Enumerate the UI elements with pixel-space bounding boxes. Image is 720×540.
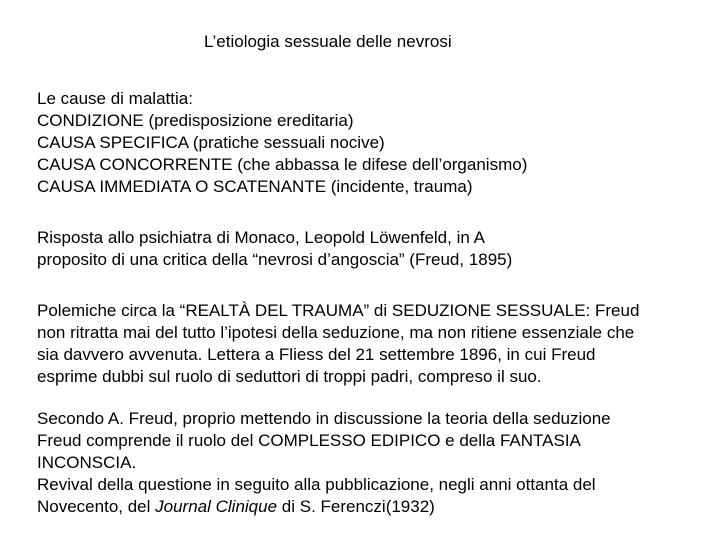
polemics-line: esprime dubbi sul ruolo di seduttori di troppi padri, compreso il suo. [37, 367, 542, 386]
anna-freud-line: Secondo A. Freud, proprio mettendo in discussione la teoria della seduzione [37, 409, 611, 428]
journal-title: Journal Clinique [155, 497, 278, 516]
anna-freud-line: Freud comprende il ruolo del COMPLESSO EDIPICO e della FANTASIA [37, 431, 581, 450]
last-line-suffix: di S. Ferenczi(1932) [277, 497, 435, 516]
causes-heading: Le cause di malattia: [37, 89, 193, 108]
polemics-line: sia davvero avvenuta. Lettera a Fliess del 21 settembre 1896, in cui Freud [37, 345, 596, 364]
response-line: proposito di una critica della “nevrosi d’angoscia” (Freud, 1895) [37, 250, 513, 269]
anna-freud-line: Revival della questione in seguito alla pubblicazione, negli anni ottanta del [37, 475, 596, 494]
cause-item: CAUSA SPECIFICA (pratiche sessuali nocive) [37, 133, 385, 152]
polemics-line: non ritratta mai del tutto l’ipotesi della seduzione, ma non ritiene essenziale che [37, 323, 635, 342]
slide-title: L’etiologia sessuale delle nevrosi [204, 32, 452, 51]
cause-item: CONDIZIONE (predisposizione ereditaria) [37, 111, 354, 130]
causes-block [37, 88, 697, 198]
response-block [37, 227, 697, 271]
anna-freud-block [37, 408, 697, 518]
response-line: Risposta allo psichiatra di Monaco, Leopold Löwenfeld, in A [37, 228, 485, 247]
last-line-prefix: Novecento, del [37, 497, 156, 516]
polemics-block [37, 300, 697, 388]
polemics-line: Polemiche circa la “REALTÀ DEL TRAUMA” di SEDUZIONE SESSUALE: Freud [37, 301, 640, 320]
anna-freud-line: INCONSCIA. [37, 453, 137, 472]
cause-item: CAUSA IMMEDIATA O SCATENANTE (incidente, trauma) [37, 177, 473, 196]
cause-item: CAUSA CONCORRENTE (che abbassa le difese dell’organismo) [37, 155, 528, 174]
anna-freud-last-line [37, 496, 697, 518]
